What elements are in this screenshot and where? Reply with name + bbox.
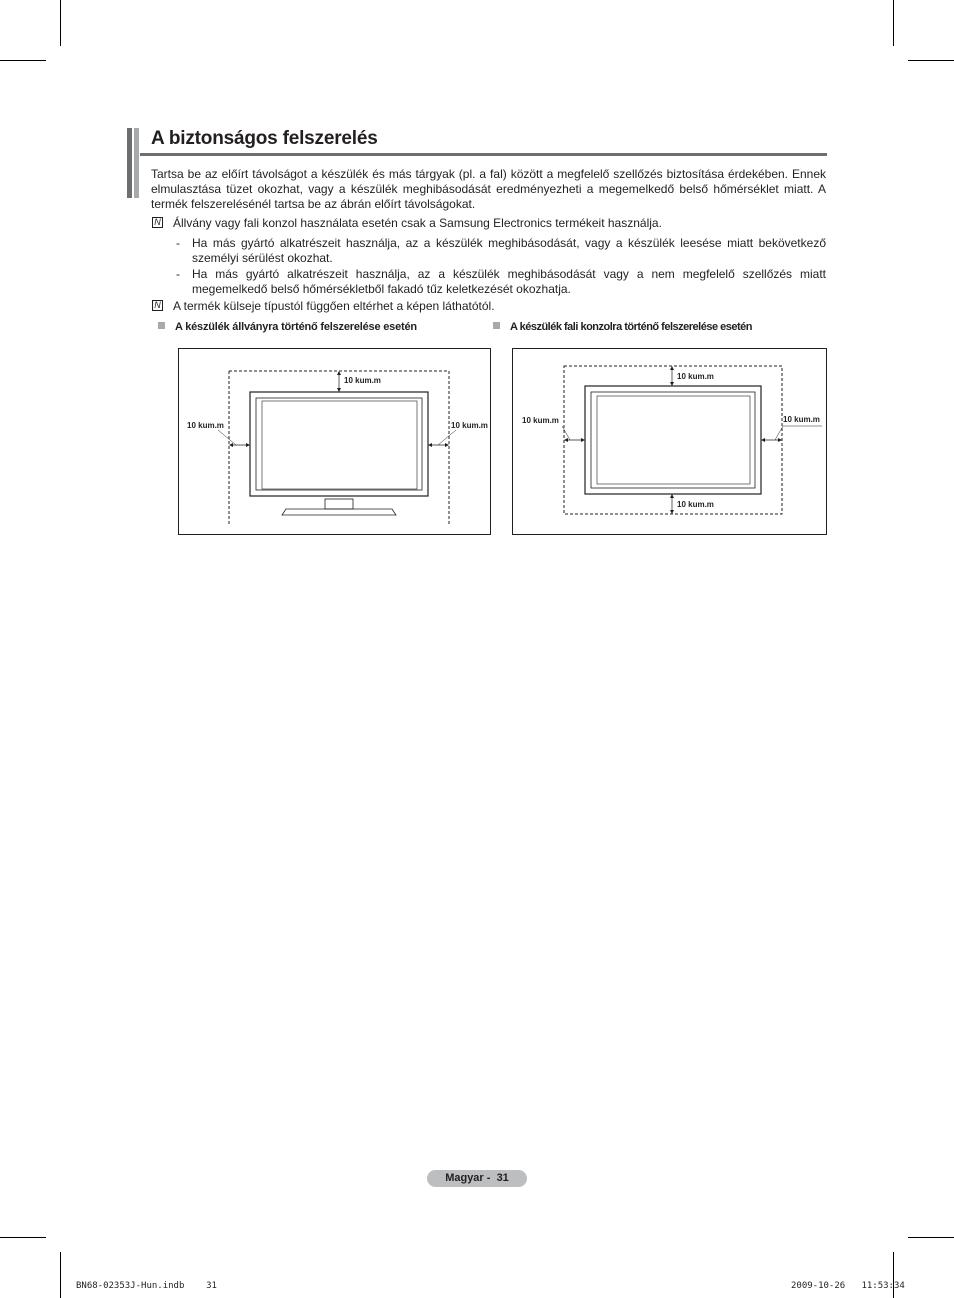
note-appearance xyxy=(151,299,826,314)
crop-mark xyxy=(0,60,46,61)
intro-paragraph: Tartsa be az előírt távolságot a készülék és más tárgyak (pl. a fal) között a megfelelő szellőzés biztosítása érdekében. Ennek elmulasztása tüzet okozhat, vagy a készülék meghibásodását eredményezheti a megemelkedő belső hőmérséklet miatt. A termék felszerelésénél tartsa be az ábrán előírt távolságokat. xyxy=(151,167,826,211)
title-accent-bar xyxy=(127,128,139,198)
page-number-badge: Magyar - 31 xyxy=(427,1170,527,1187)
clearance-label-top: 10 kum.m xyxy=(677,372,714,381)
crop-mark xyxy=(908,1237,954,1238)
square-bullet-icon xyxy=(493,322,500,329)
square-bullet-icon xyxy=(158,322,165,329)
imprint-file: BN68-02353J-Hun.indb 31 xyxy=(76,1281,217,1291)
stand-install-diagram xyxy=(178,348,491,535)
wall-heading: A készülék fali konzolra történő felszerelése esetén xyxy=(493,321,752,333)
list-item: - Ha más gyártó alkatrészeit használja, az a készülék meghibásodását vagy a nem megfelelő szellőzés miatt megemelkedő belső hőmérsékletből fakadó tűz keletkezését okozhatja. xyxy=(176,267,826,296)
note-icon: N xyxy=(152,300,163,311)
clearance-label-top: 10 kum.m xyxy=(344,376,381,385)
note-text: A termék külseje típustól függően eltérhet a képen láthatótól. xyxy=(173,299,495,313)
stand-diagram-svg xyxy=(178,348,491,535)
crop-mark xyxy=(893,0,894,46)
page-title: A biztonságos felszerelés xyxy=(151,128,378,149)
title-underline xyxy=(140,153,827,156)
clearance-label-right: 10 kum.m xyxy=(783,415,820,424)
note-samsung-parts xyxy=(151,216,826,231)
note-text: Állvány vagy fali konzol használata esetén csak a Samsung Electronics termékeit használja. xyxy=(173,216,662,230)
clearance-label-left: 10 kum.m xyxy=(522,416,559,425)
crop-mark xyxy=(893,1252,894,1298)
list-item: - Ha más gyártó alkatrészeit használja, az a készülék meghibásodását, vagy a készülék leesése miatt bekövetkező személyi sérülést okozhat. xyxy=(176,236,826,265)
crop-mark xyxy=(908,60,954,61)
imprint-datetime: 2009-10-26 11:53:34 xyxy=(791,1281,905,1291)
wall-install-diagram xyxy=(512,348,827,535)
stand-heading: A készülék állványra történő felszerelése esetén xyxy=(158,321,417,333)
crop-mark xyxy=(60,1252,61,1298)
body-text xyxy=(151,167,826,314)
crop-mark xyxy=(0,1237,46,1238)
warning-list xyxy=(151,236,826,297)
crop-mark xyxy=(60,0,61,46)
clearance-label-right: 10 kum.m xyxy=(451,421,488,430)
wall-diagram-svg xyxy=(512,348,827,535)
clearance-label-bottom: 10 kum.m xyxy=(677,500,714,509)
note-icon: N xyxy=(152,217,163,228)
clearance-label-left: 10 kum.m xyxy=(187,421,224,430)
